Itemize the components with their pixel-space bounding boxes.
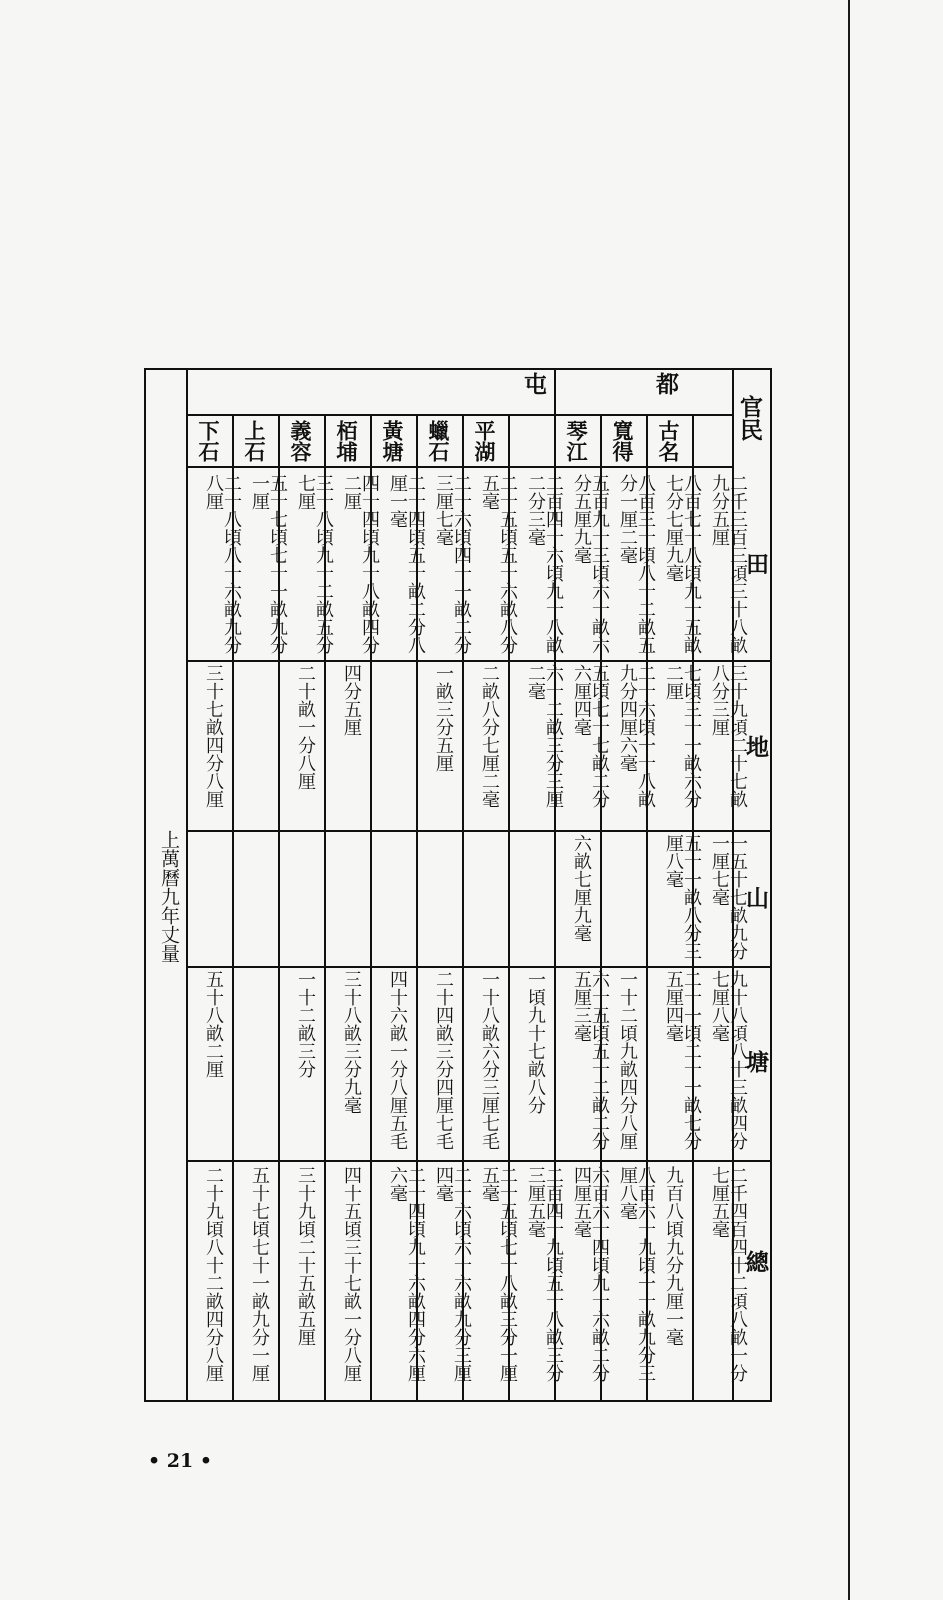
cell-tang: 二十一頃二十一畝七分五厘四毫 xyxy=(663,970,702,1150)
row-name-kuande: 寬得 xyxy=(610,420,635,462)
cell-zong: 六百六十四頃九十六畝二分四厘五毫 xyxy=(571,1166,610,1382)
band-line-4 xyxy=(186,1160,732,1162)
cell-tian: 三十八頃九十二畝五分七厘 xyxy=(295,474,334,654)
cell-tang: 一十二畝三分 xyxy=(295,970,316,1078)
cell-shan: 六畝七厘九毫 xyxy=(571,834,592,942)
cell-di: 七頃三十一畝六分二厘 xyxy=(663,664,702,808)
cell-shan: 一五十七畝九分一厘七毫 xyxy=(709,834,748,960)
cell-zong: 二十五頃七十八畝三分一厘五毫 xyxy=(479,1166,518,1382)
cell-shan: 五十一畝八分三厘八毫 xyxy=(663,834,702,960)
cell-di: 二十畝一分八厘 xyxy=(295,664,316,790)
page-number: • 21 • xyxy=(148,1450,212,1472)
cell-di: 二畝八分七厘二毫 xyxy=(479,664,500,808)
side-title: 上萬曆九年丈量 xyxy=(158,830,180,963)
row-name-huangtang: 黃塘 xyxy=(380,420,405,462)
cell-di: 二十六頃一十八畝九分四厘六毫 xyxy=(617,664,656,808)
cell-tian: 二十五頃五十六畝八分五毫 xyxy=(479,474,518,654)
cell-tang: 九十八頃八十三畝四分七厘八毫 xyxy=(709,970,748,1150)
cell-di: 六十二畝三分三厘二毫 xyxy=(525,664,564,808)
band-line-1 xyxy=(186,660,732,662)
cell-zong: 二十四頃九十六畝四分六厘六毫 xyxy=(387,1166,426,1382)
header-du: 都 xyxy=(652,372,679,395)
category-line-2 xyxy=(732,830,770,832)
cell-tian: 二十八頃八十六畝九分八厘 xyxy=(203,474,242,654)
cell-tian: 二十六頃四十一畝二分三厘七毫 xyxy=(433,474,472,654)
cell-di: 三十九頃二十七畝八分三厘 xyxy=(709,664,748,808)
header-bottom-line xyxy=(186,466,732,468)
cell-tang: 二十四畝三分四厘七毛 xyxy=(433,970,454,1150)
cell-zong: 二千四百四十二頃八畝一分七厘五毫 xyxy=(709,1166,748,1382)
band-line-3 xyxy=(186,966,732,968)
row-name-shangshi: 上石 xyxy=(242,420,267,462)
category-line-4 xyxy=(732,1160,770,1162)
header-separator xyxy=(186,414,732,416)
header-tang: 塘 xyxy=(742,1050,769,1073)
du-tun-divider xyxy=(554,370,556,466)
category-line-3 xyxy=(732,966,770,968)
cell-tian: 五百九十三頃六十畝六分五厘九毫 xyxy=(571,474,610,654)
cell-tang: 六十五頃五十二畝二分五厘三毫 xyxy=(571,970,610,1150)
cell-tian: 二百四十六頃九十八畝二分三毫 xyxy=(525,474,564,654)
row-name-guming: 古名 xyxy=(656,420,681,462)
row-name-xiashi: 下石 xyxy=(196,420,221,462)
category-line-1 xyxy=(732,660,770,662)
cell-tang: 五十八畝二厘 xyxy=(203,970,224,1078)
cell-di: 四分五厘 xyxy=(341,664,362,736)
header-di: 地 xyxy=(742,735,769,758)
cell-di: 五頃七十七畝二分六厘四毫 xyxy=(571,664,610,808)
band-line-2 xyxy=(186,830,732,832)
cell-zong: 三十九頃二十五畝五厘 xyxy=(295,1166,316,1346)
header-shan: 山 xyxy=(742,886,769,909)
cell-tang: 一十二頃九畝四分八厘 xyxy=(617,970,638,1150)
header-zong: 總 xyxy=(742,1250,769,1273)
cell-tang: 一十八畝六分三厘七毛 xyxy=(479,970,500,1150)
cell-zong: 九百八頃九分九厘一毫 xyxy=(663,1166,684,1346)
header-tian: 田 xyxy=(742,552,769,575)
cell-zong: 五十七頃七十一畝九分一厘 xyxy=(249,1166,270,1382)
cell-zong: 二十六頃六十六畝九分三厘四毫 xyxy=(433,1166,472,1382)
row-name-yirong: 義容 xyxy=(288,420,313,462)
cell-zong: 二百四十九頃五十八畝三分三厘五毫 xyxy=(525,1166,564,1382)
page-edge-line xyxy=(848,0,850,1600)
row-name-pinghu: 平湖 xyxy=(472,420,497,462)
cell-tang: 四十六畝一分八厘五毛 xyxy=(387,970,408,1150)
cell-tang: 一頃九十七畝八分 xyxy=(525,970,546,1114)
row-name-lashi: 蠟石 xyxy=(426,420,451,462)
row-name-baipu: 栢埔 xyxy=(334,420,359,462)
cell-zong: 二十九頃八十二畝四分八厘 xyxy=(203,1166,224,1382)
cell-di: 一畝三分五厘 xyxy=(433,664,454,772)
cell-tian: 八百七十八頃九十五畝七分七厘九毫 xyxy=(663,474,702,654)
row-name-qinjiang: 琴江 xyxy=(564,420,589,462)
cell-tian: 二十四頃五十畝二分八厘一毫 xyxy=(387,474,426,654)
cell-zong: 八百六十九頃一十畝九分三厘八毫 xyxy=(617,1166,656,1382)
cell-tang: 三十八畝三分九毫 xyxy=(341,970,362,1114)
title-column-line xyxy=(186,370,188,1400)
header-guan-min: 官民 xyxy=(736,395,763,441)
cell-zong: 四十五頃三十七畝一分八厘 xyxy=(341,1166,362,1382)
cell-tian: 四十四頃九十八畝四分二厘 xyxy=(341,474,380,654)
cell-tian: 八百三十頃八十二畝五分一厘二毫 xyxy=(617,474,656,654)
cell-di: 三十七畝四分八厘 xyxy=(203,664,224,808)
cell-tian: 二千三百三頃三十八畝九分五厘 xyxy=(709,474,748,654)
header-tun: 屯 xyxy=(520,372,547,395)
cell-tian: 五十七頃七十一畝九分一厘 xyxy=(249,474,288,654)
